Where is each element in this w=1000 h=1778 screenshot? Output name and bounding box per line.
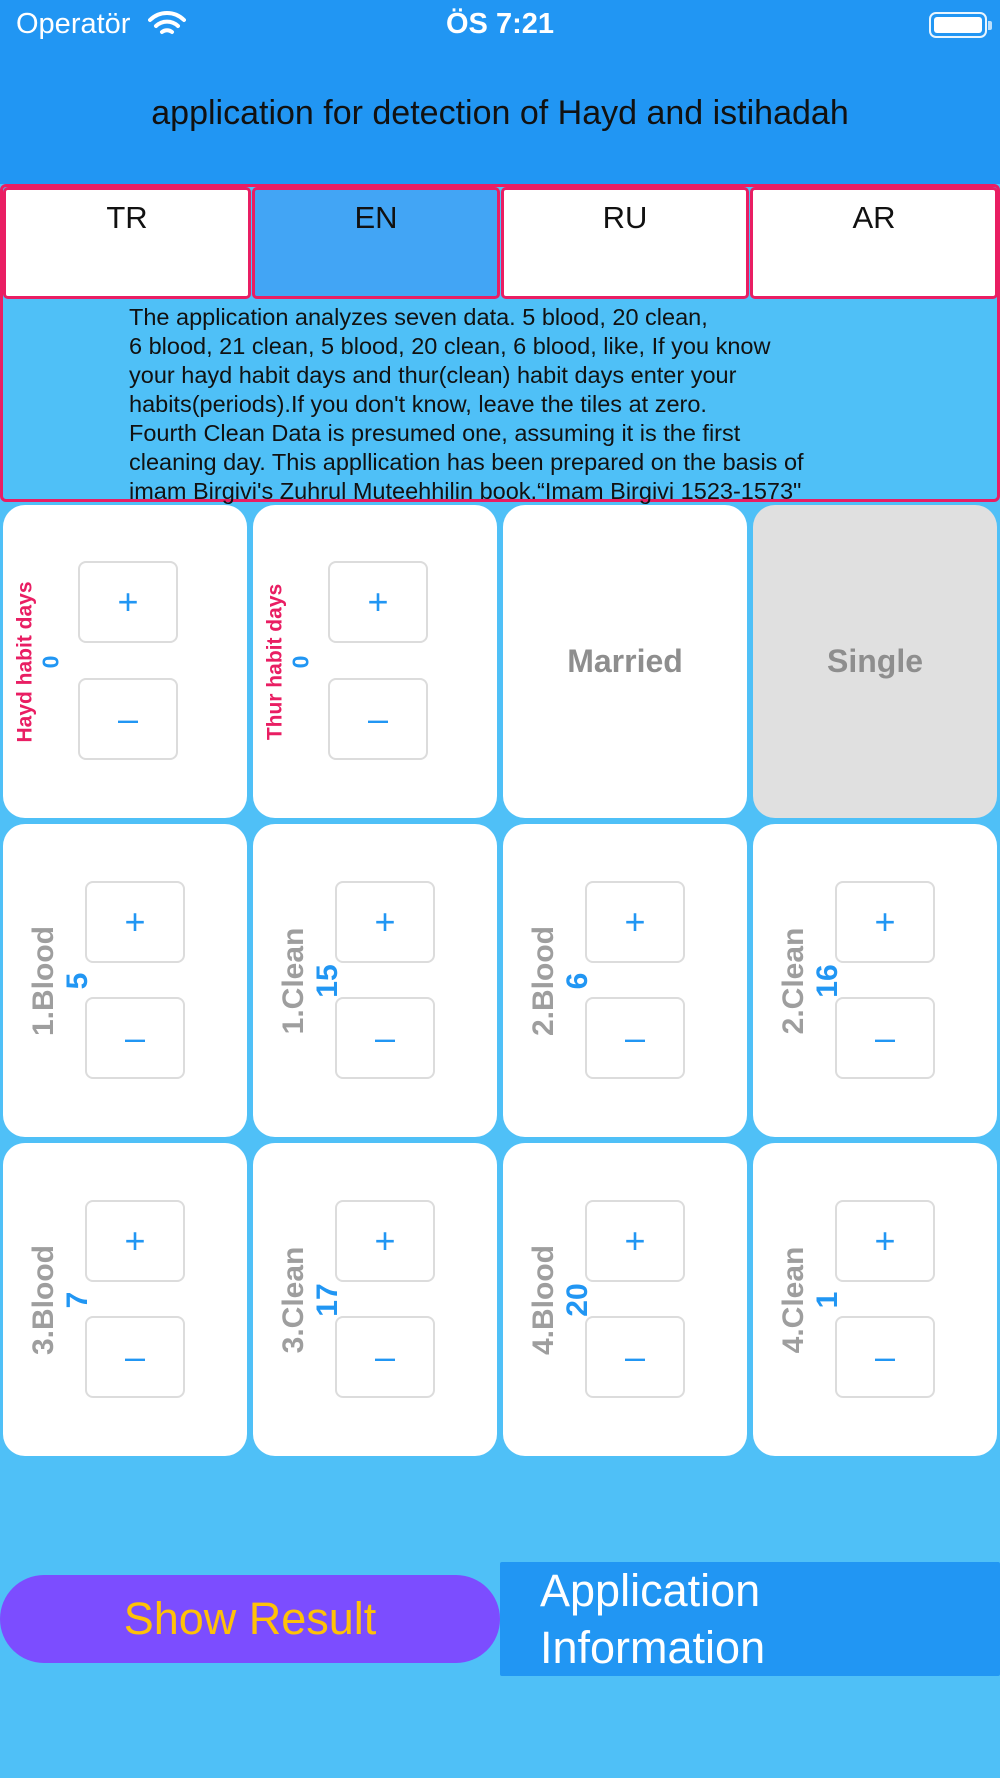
period-title: 1.Clean bbox=[277, 927, 310, 1034]
married-tile[interactable] bbox=[503, 505, 747, 818]
hayd-habit-tile bbox=[3, 505, 247, 818]
tab-language-en[interactable]: EN bbox=[252, 187, 500, 299]
single-tile[interactable] bbox=[753, 505, 997, 818]
period-tile-4-blood bbox=[503, 1143, 747, 1456]
language-panel bbox=[0, 184, 1000, 502]
hayd-habit-plus-button[interactable]: + bbox=[78, 561, 178, 643]
thur-habit-tile bbox=[253, 505, 497, 818]
period-4-clean-minus-button[interactable]: – bbox=[835, 1316, 935, 1398]
thur-habit-title: Thur habit days bbox=[263, 583, 287, 740]
description-line: imam Birgivi's Zuhrul Muteehhilin book.“Imam Birgivi 1523-1573" bbox=[129, 478, 802, 504]
description-line: cleaning day. This appllication has been prepared on the basis of bbox=[129, 449, 804, 475]
period-3-clean-minus-button[interactable]: – bbox=[335, 1316, 435, 1398]
tab-language-ru[interactable]: RU bbox=[501, 187, 749, 299]
period-2-blood-plus-button[interactable]: + bbox=[585, 881, 685, 963]
period-tile-3-clean bbox=[253, 1143, 497, 1456]
period-tile-3-blood bbox=[3, 1143, 247, 1456]
period-4-blood-plus-button[interactable]: + bbox=[585, 1200, 685, 1282]
period-value: 1 bbox=[811, 1291, 844, 1308]
period-1-clean-plus-button[interactable]: + bbox=[335, 881, 435, 963]
period-title: 3.Blood bbox=[27, 1244, 60, 1355]
thur-habit-value: 0 bbox=[287, 655, 314, 668]
period-value: 6 bbox=[561, 972, 594, 989]
description-line: your hayd habit days and thur(clean) habit days enter your bbox=[129, 362, 737, 388]
period-2-clean-minus-button[interactable]: – bbox=[835, 997, 935, 1079]
status-time: ÖS 7:21 bbox=[446, 8, 554, 40]
period-title: 4.Clean bbox=[777, 1246, 810, 1353]
hayd-habit-title: Hayd habit days bbox=[13, 580, 37, 743]
thur-habit-plus-button[interactable]: + bbox=[328, 561, 428, 643]
app-info-label-line1: Application bbox=[540, 1565, 761, 1616]
single-button[interactable]: Single bbox=[826, 643, 923, 679]
battery-icon bbox=[929, 12, 987, 38]
hayd-habit-label bbox=[14, 581, 65, 742]
period-tile-2-clean bbox=[753, 824, 997, 1137]
thur-habit-label bbox=[264, 583, 315, 739]
period-1-clean-minus-button[interactable]: – bbox=[335, 997, 435, 1079]
period-title: 3.Clean bbox=[277, 1246, 310, 1353]
period-4-clean-plus-button[interactable]: + bbox=[835, 1200, 935, 1282]
period-tile-1-clean bbox=[253, 824, 497, 1137]
app-description bbox=[129, 303, 889, 506]
description-line: 6 blood, 21 clean, 5 blood, 20 clean, 6 blood, like, If you know bbox=[129, 333, 771, 359]
period-1-blood-minus-button[interactable]: – bbox=[85, 997, 185, 1079]
description-line: Fourth Clean Data is presumed one, assuming it is the first bbox=[129, 420, 741, 446]
period-3-clean-plus-button[interactable]: + bbox=[335, 1200, 435, 1282]
app-info-label-line2: Information bbox=[540, 1622, 766, 1673]
period-tile-4-clean bbox=[753, 1143, 997, 1456]
period-tile-2-blood bbox=[503, 824, 747, 1137]
period-3-blood-plus-button[interactable]: + bbox=[85, 1200, 185, 1282]
period-2-clean-plus-button[interactable]: + bbox=[835, 881, 935, 963]
description-line: The application analyzes seven data. 5 blood, 20 clean, bbox=[129, 304, 708, 330]
period-title: 1.Blood bbox=[27, 925, 60, 1036]
thur-habit-minus-button[interactable]: – bbox=[328, 678, 428, 760]
period-title: 4.Blood bbox=[527, 1244, 560, 1355]
period-1-blood-plus-button[interactable]: + bbox=[85, 881, 185, 963]
description-line: habits(periods).If you don't know, leave the tiles at zero. bbox=[129, 391, 707, 417]
period-value: 7 bbox=[61, 1291, 94, 1308]
period-title: 2.Clean bbox=[777, 927, 810, 1034]
period-value: 17 bbox=[311, 1282, 344, 1317]
tab-language-tr[interactable]: TR bbox=[3, 187, 251, 299]
tab-language-ar[interactable]: AR bbox=[750, 187, 998, 299]
page-title: application for detection of Hayd and istihadah bbox=[151, 94, 849, 132]
period-tile-1-blood bbox=[3, 824, 247, 1137]
period-value: 5 bbox=[61, 972, 94, 989]
hayd-habit-value: 0 bbox=[37, 655, 64, 668]
app-header bbox=[0, 0, 1000, 184]
period-2-blood-minus-button[interactable]: – bbox=[585, 997, 685, 1079]
application-information-button[interactable] bbox=[500, 1562, 1000, 1676]
period-value: 20 bbox=[561, 1282, 594, 1317]
period-3-blood-minus-button[interactable]: – bbox=[85, 1316, 185, 1398]
show-result-button[interactable]: Show Result bbox=[0, 1575, 500, 1663]
period-4-blood-minus-button[interactable]: – bbox=[585, 1316, 685, 1398]
carrier-name: Operatör bbox=[16, 8, 131, 40]
hayd-habit-minus-button[interactable]: – bbox=[78, 678, 178, 760]
status-bar bbox=[0, 0, 1000, 50]
period-value: 15 bbox=[311, 963, 344, 998]
period-value: 16 bbox=[811, 963, 844, 998]
married-button[interactable]: Married bbox=[567, 643, 683, 679]
period-title: 2.Blood bbox=[527, 925, 560, 1036]
